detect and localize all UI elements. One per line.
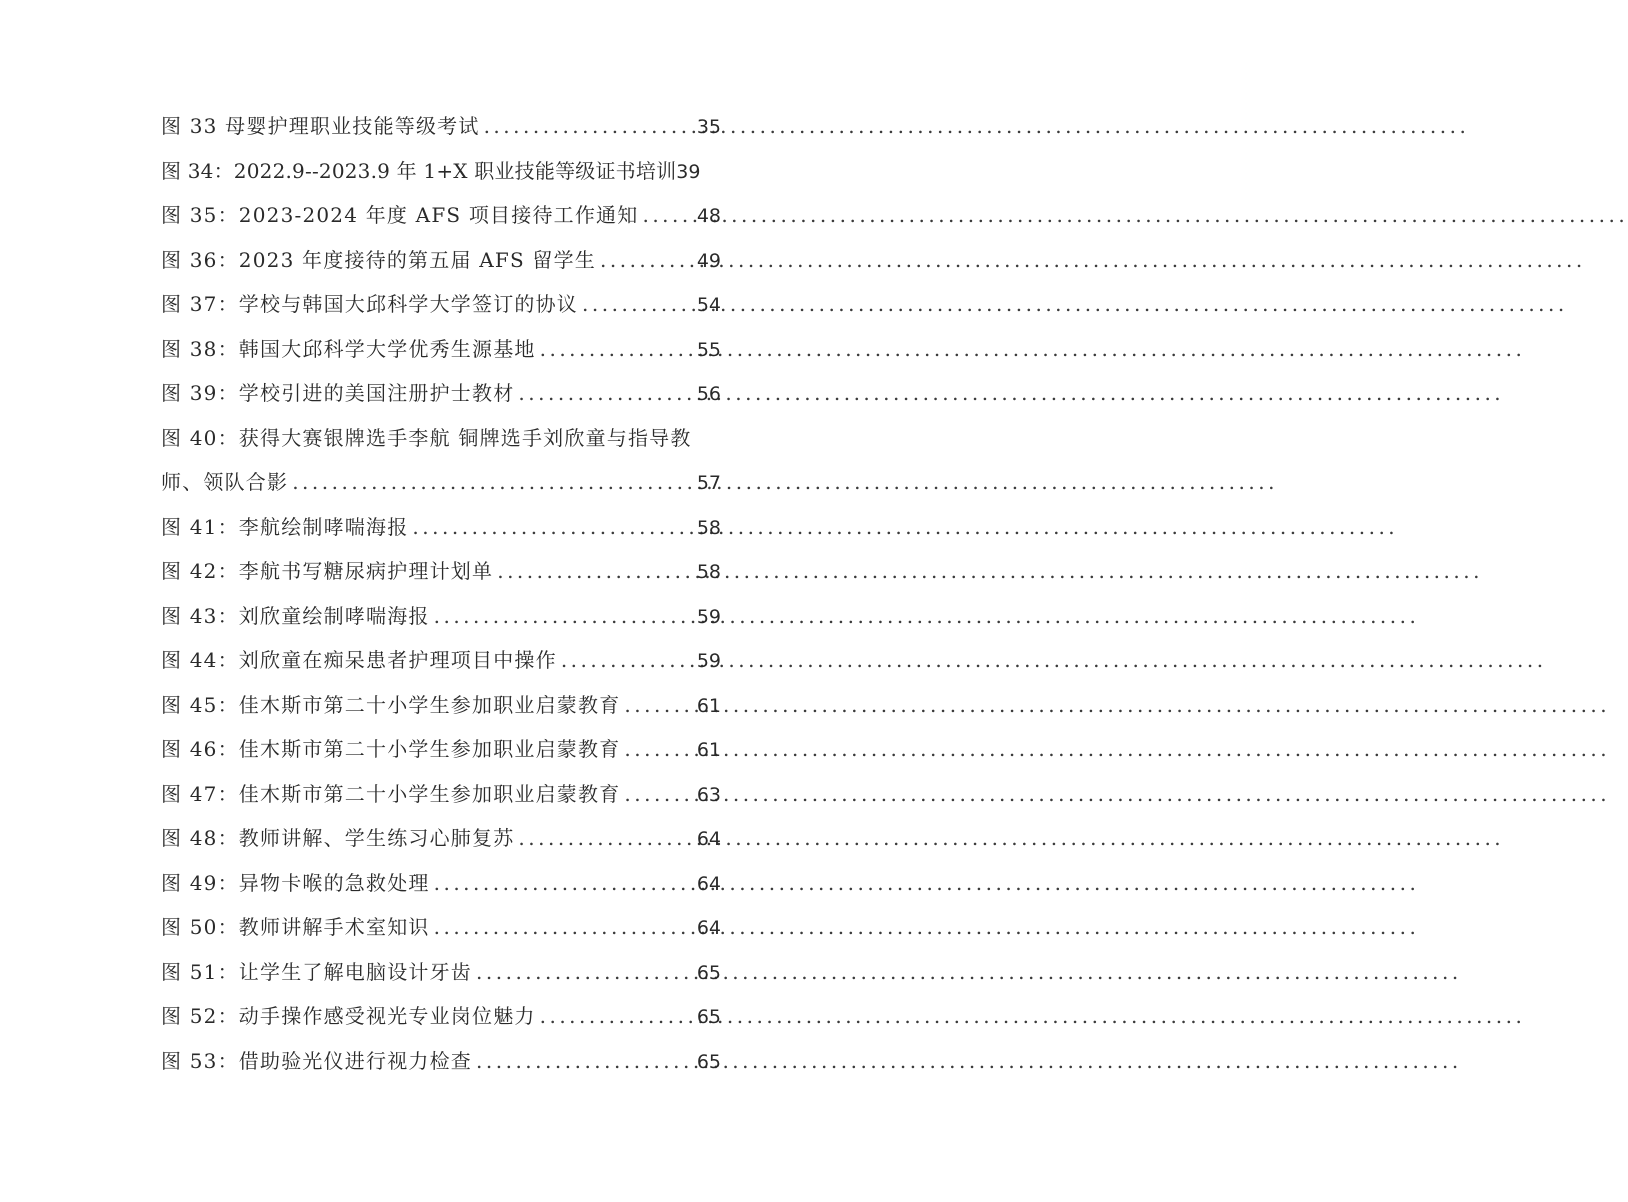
toc-entry-page: 59 [696, 605, 721, 628]
dot-leader [638, 193, 696, 238]
toc-entry-page: 61 [696, 694, 721, 717]
dot-leader [430, 594, 697, 639]
toc-entry-page: 56 [696, 383, 721, 405]
dot-leader [536, 327, 697, 372]
toc-entry-title: 图 51：让学生了解电脑设计牙齿 [161, 959, 473, 984]
toc-entry[interactable] [161, 549, 721, 594]
toc-entry-title-continued: 师、领队合影 [161, 470, 289, 494]
dot-leader [472, 1039, 697, 1084]
toc-entry-title: 图 35：2023-2024 年度 AFS 项目接待工作通知 [161, 203, 639, 227]
toc-entry-title: 图 36：2023 年度接待的第五届 AFS 留学生 [161, 247, 596, 272]
toc-entry-title: 图 38：韩国大邱科学大学优秀生源基地 [161, 336, 536, 361]
toc-entry-title: 图 48：教师讲解、学生练习心肺复苏 [161, 826, 515, 850]
dot-leader [480, 104, 697, 149]
toc-entry-page: 57 [696, 472, 721, 494]
toc-entry-title: 图 50：教师讲解手术室知识 [161, 915, 430, 939]
dot-leader [557, 638, 697, 683]
toc-entry-title: 图 34：2022.9--2023.9 年 1+X 职业技能等级证书培训 [161, 158, 677, 183]
toc-entry-page: 65 [696, 961, 721, 984]
toc-entry-page: 55 [696, 338, 721, 361]
toc-entry-title: 图 42：李航书写糖尿病护理计划单 [161, 559, 494, 583]
toc-entry-title: 图 43：刘欣童绘制哮喘海报 [161, 603, 430, 628]
toc-entry-first-line[interactable] [161, 416, 721, 461]
dot-leader [288, 460, 697, 505]
toc-entry-page: 65 [696, 1050, 721, 1073]
toc-entry-page: 61 [696, 739, 721, 761]
toc-entry-title: 图 52：动手操作感受视光专业岗位魅力 [161, 1004, 536, 1028]
dot-leader [620, 683, 696, 728]
toc-entry-title: 图 53：借助验光仪进行视力检查 [161, 1048, 473, 1073]
dot-leader [430, 905, 697, 950]
toc-entry[interactable] [161, 1039, 721, 1084]
toc-entry-title: 图 49：异物卡喉的急救处理 [161, 870, 430, 895]
toc-entry[interactable] [161, 594, 721, 639]
toc-entry[interactable] [161, 327, 721, 372]
toc-entry[interactable] [161, 282, 721, 327]
toc-entry-page: 58 [696, 561, 721, 583]
toc-entry-page: 39 [676, 160, 701, 183]
toc-entry[interactable] [161, 727, 721, 772]
toc-entry-title: 图 47：佳木斯市第二十小学生参加职业启蒙教育 [161, 781, 621, 806]
toc-entry-page: 48 [696, 205, 721, 227]
dot-leader [493, 549, 697, 594]
toc-entry-page: 63 [696, 783, 721, 806]
toc-entry-title: 图 39：学校引进的美国注册护士教材 [161, 381, 515, 405]
toc-entry[interactable] [161, 193, 721, 238]
dot-leader [620, 727, 696, 772]
toc-entry[interactable] [161, 683, 721, 728]
dot-leader [430, 861, 697, 906]
toc-entry-page: 58 [696, 516, 721, 539]
toc-entry-continuation[interactable] [161, 460, 721, 505]
toc-entry-page: 64 [696, 828, 721, 850]
toc-entry-page: 49 [696, 249, 721, 272]
dot-leader [578, 282, 697, 327]
toc-entry-title: 图 44：刘欣童在痴呆患者护理项目中操作 [161, 648, 557, 672]
toc-entry-title: 图 37：学校与韩国大邱科学大学签订的协议 [161, 292, 579, 316]
toc-entry[interactable] [161, 816, 721, 861]
dot-leader [536, 994, 697, 1039]
toc-entry[interactable] [161, 238, 721, 283]
toc-entry[interactable] [161, 994, 721, 1039]
dot-leader [514, 371, 696, 416]
dot-leader [408, 505, 696, 550]
toc-entry-page: 64 [696, 917, 721, 939]
dot-leader [620, 772, 696, 817]
toc-entry-title: 图 40：获得大赛银牌选手李航 铜牌选手刘欣童与指导教 [161, 425, 692, 450]
toc-entry-title: 图 46：佳木斯市第二十小学生参加职业启蒙教育 [161, 737, 621, 761]
toc-entry-page: 54 [696, 294, 721, 316]
dot-leader [472, 950, 697, 995]
toc-entry-page: 59 [696, 650, 721, 672]
toc-entry[interactable] [161, 149, 721, 194]
dot-leader [514, 816, 696, 861]
toc-entry[interactable] [161, 772, 721, 817]
toc-entry[interactable] [161, 104, 721, 149]
toc-entry-page: 65 [696, 1006, 721, 1028]
toc-entry[interactable] [161, 905, 721, 950]
dot-leader [596, 238, 697, 283]
toc-entry[interactable] [161, 950, 721, 995]
toc-entry[interactable] [161, 861, 721, 906]
toc-entry[interactable] [161, 638, 721, 683]
toc-entry-title: 图 41：李航绘制哮喘海报 [161, 514, 409, 539]
toc-entry-title: 图 33 母婴护理职业技能等级考试 [161, 114, 480, 138]
toc-entry-page: 64 [696, 872, 721, 895]
figure-list [161, 104, 721, 1083]
toc-entry-page: 35 [696, 116, 721, 138]
toc-entry[interactable] [161, 505, 721, 550]
toc-entry-title: 图 45：佳木斯市第二十小学生参加职业启蒙教育 [161, 692, 621, 717]
toc-entry[interactable] [161, 371, 721, 416]
